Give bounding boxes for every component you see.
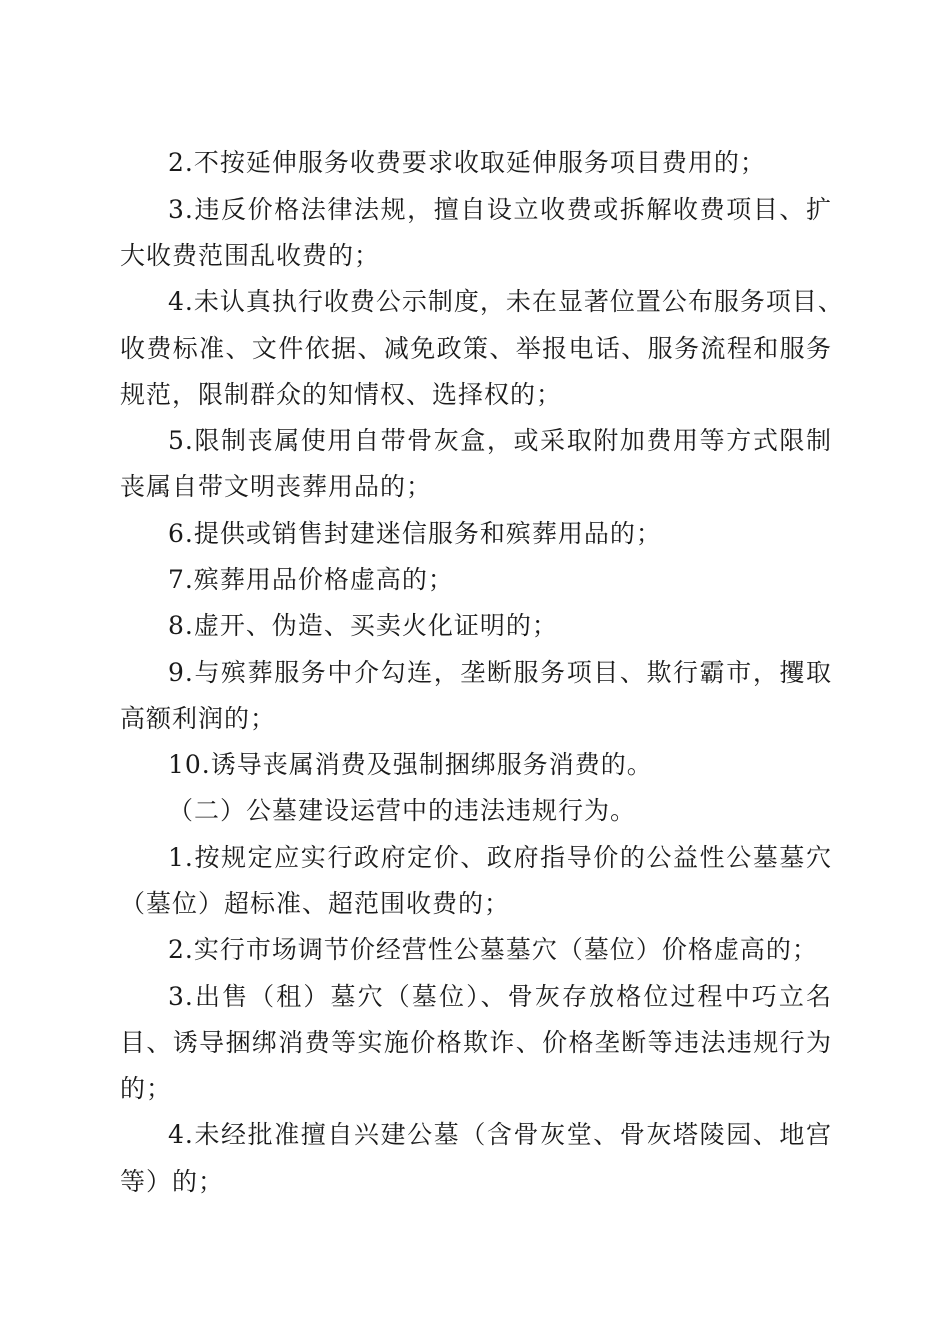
text-line: 5.限制丧属使用自带骨灰盒，或采取附加费用等方式限制: [168, 426, 832, 455]
text-line: 7.殡葬用品价格虚高的；: [168, 565, 454, 594]
text-line: 8.虚开、伪造、买卖火化证明的；: [168, 611, 558, 640]
text-line: 的；: [120, 1074, 173, 1103]
text-line: 规范，限制群众的知情权、选择权的；: [120, 380, 563, 409]
text-line: 2.实行市场调节价经营性公墓墓穴（墓位）价格虚高的；: [168, 935, 818, 964]
text-line: 丧属自带文明丧葬用品的；: [120, 472, 433, 501]
text-line: 等）的；: [120, 1167, 225, 1196]
text-line: 4.未经批准擅自兴建公墓（含骨灰堂、骨灰塔陵园、地宫: [168, 1120, 832, 1149]
section-heading: （二）公墓建设运营中的违法违规行为。: [168, 796, 637, 825]
text-line: （墓位）超标准、超范围收费的；: [120, 889, 511, 918]
text-line: 6.提供或销售封建迷信服务和殡葬用品的；: [168, 519, 662, 548]
text-line: 3.出售（租）墓穴（墓位）、骨灰存放格位过程中巧立名: [168, 982, 832, 1011]
text-line: 3.违反价格法律法规，擅自设立收费或拆解收费项目、扩: [168, 195, 832, 224]
text-line: 目、诱导捆绑消费等实施价格欺诈、价格垄断等违法违规行为: [120, 1028, 832, 1057]
text-line: 1.按规定应实行政府定价、政府指导价的公益性公墓墓穴: [168, 843, 832, 872]
text-line: 收费标准、文件依据、减免政策、举报电话、服务流程和服务: [120, 334, 832, 363]
text-line: 9.与殡葬服务中介勾连，垄断服务项目、欺行霸市，攫取: [168, 658, 832, 687]
text-line: 大收费范围乱收费的；: [120, 241, 381, 270]
text-line: 高额利润的；: [120, 704, 277, 733]
text-line: 10.诱导丧属消费及强制捆绑服务消费的。: [168, 750, 653, 779]
text-line: 4.未认真执行收费公示制度，未在显著位置公布服务项目、: [168, 287, 844, 316]
text-line: 2.不按延伸服务收费要求收取延伸服务项目费用的；: [168, 148, 766, 177]
